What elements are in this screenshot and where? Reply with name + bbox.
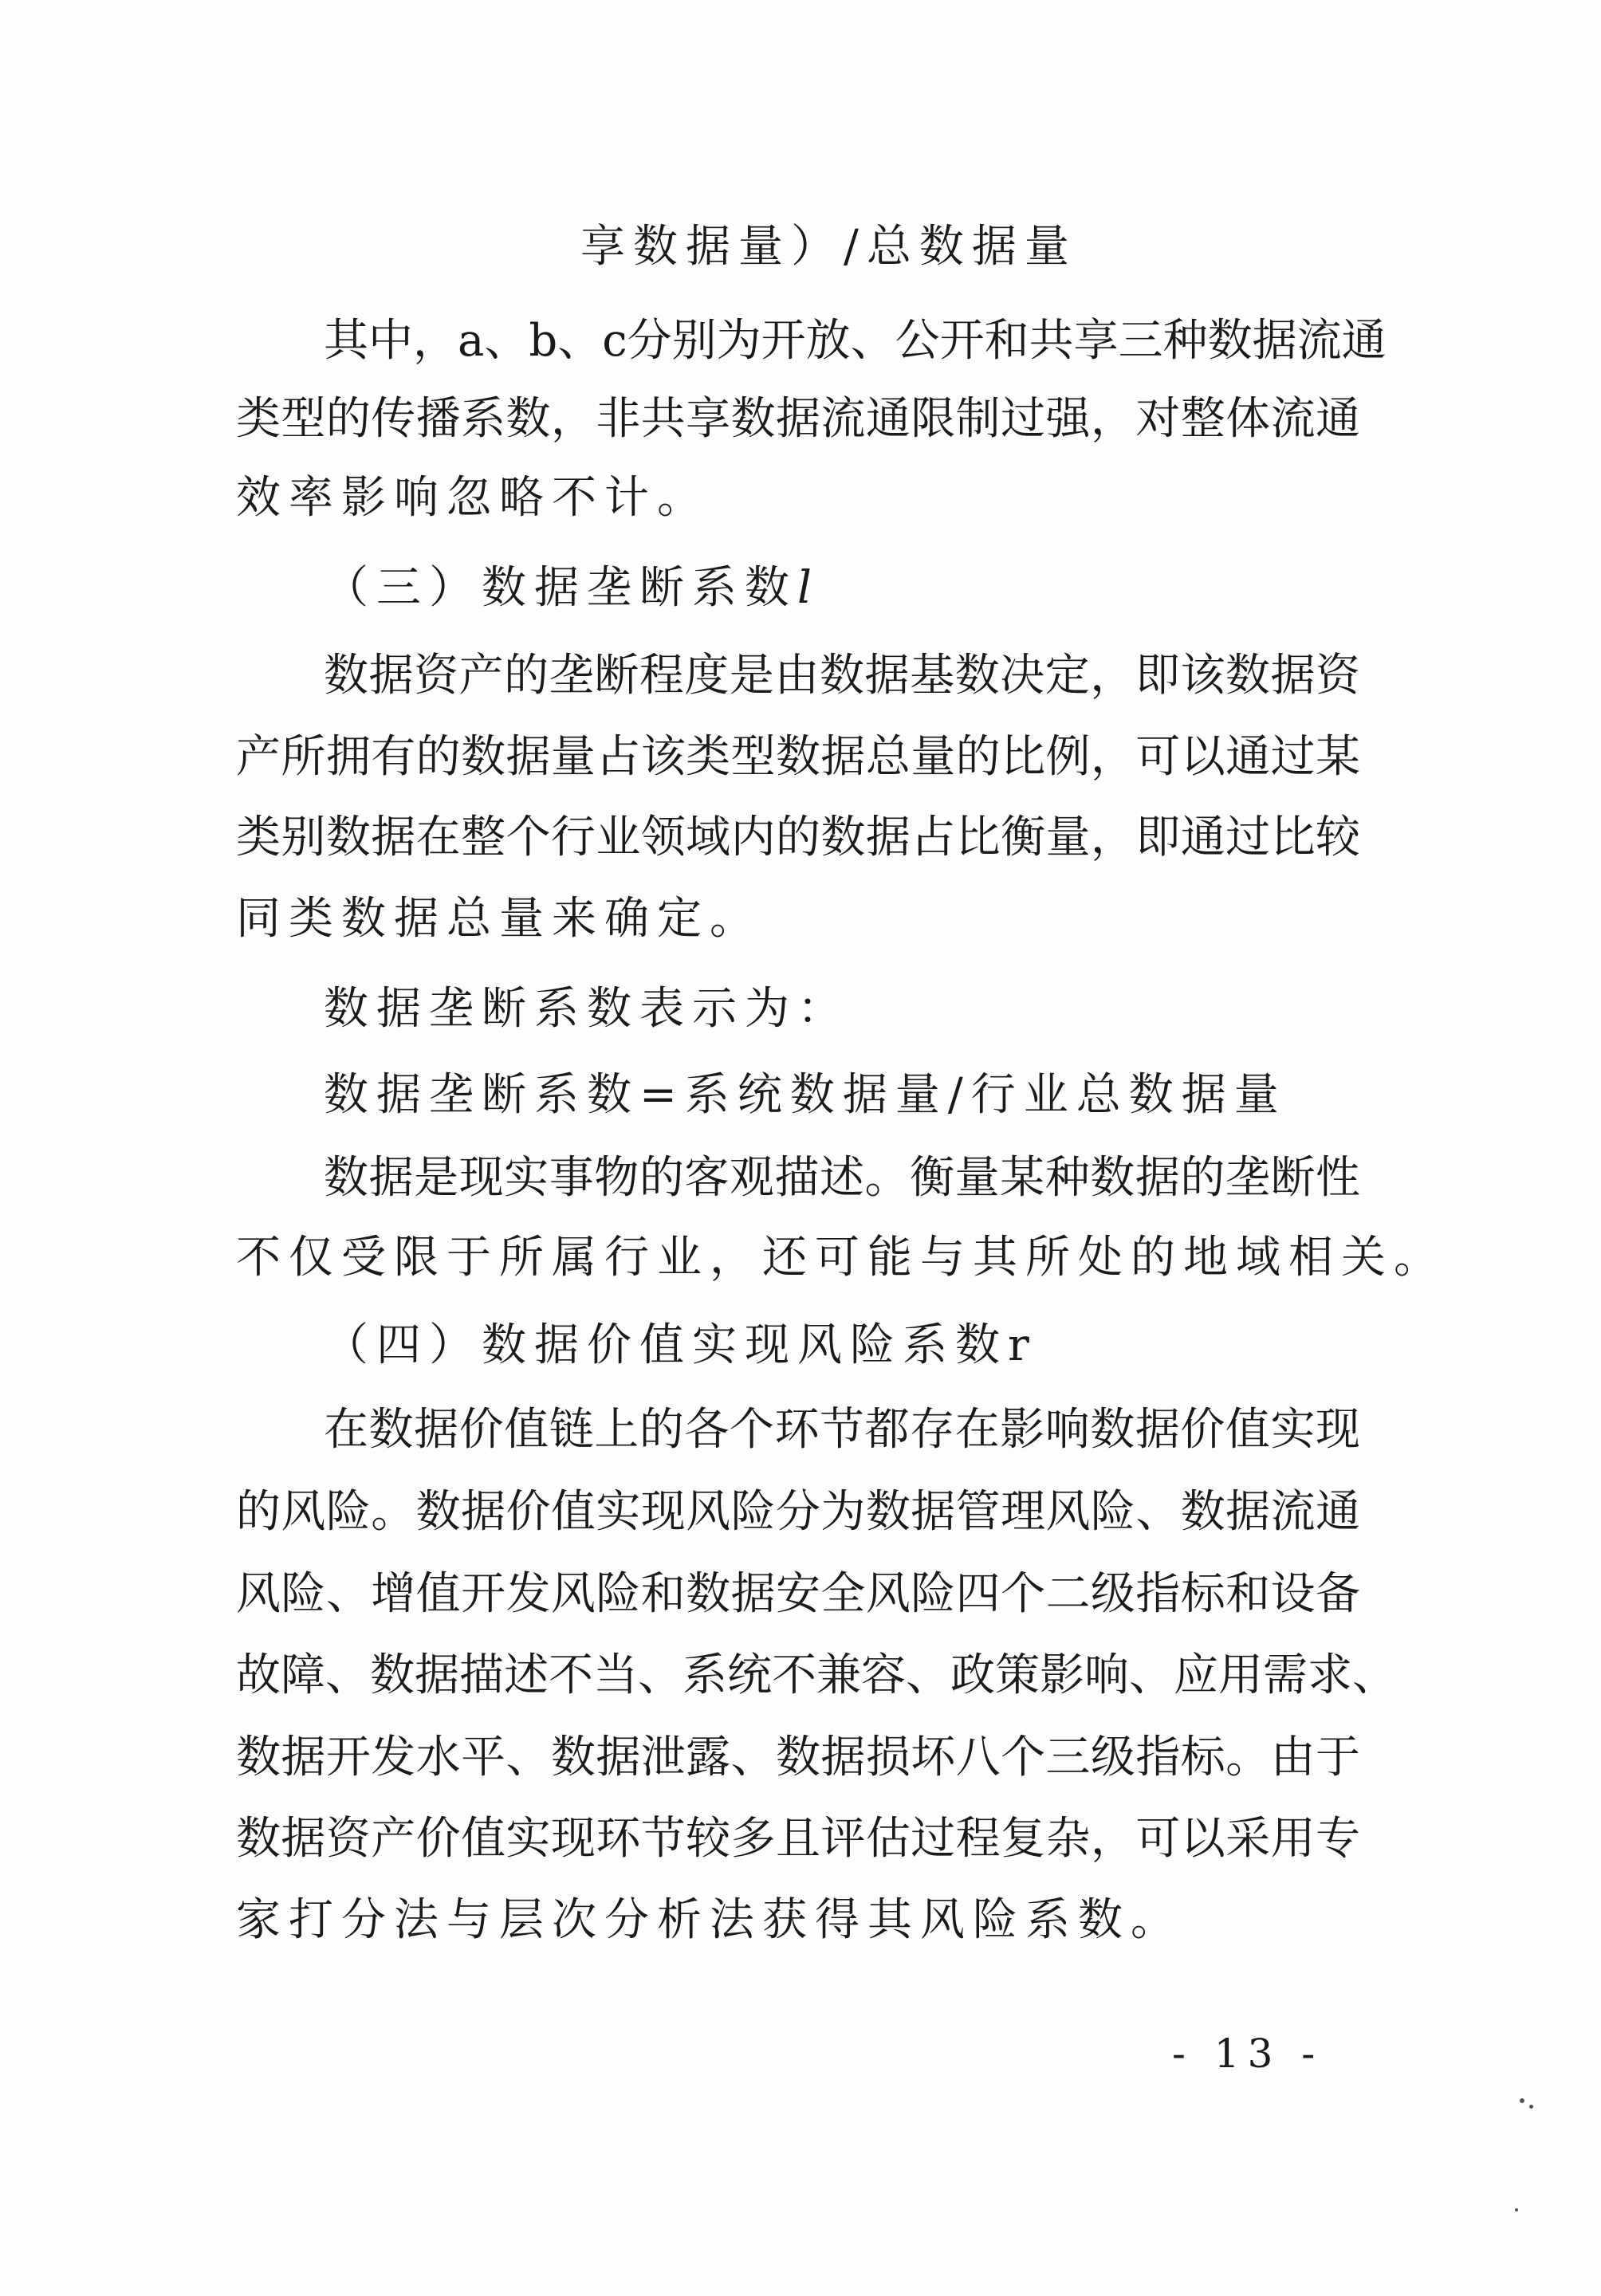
paragraph-line: 类别数据在整个行业领域内的数据占比衡量，即通过比较 bbox=[236, 812, 1360, 863]
paragraph-line: 类型的传播系数，非共享数据流通限制过强，对整体流通 bbox=[236, 393, 1360, 445]
paragraph-line: 其中，a、b、c分别为开放、公开和共享三种数据流通 bbox=[324, 315, 1387, 367]
section-heading-3 bbox=[324, 550, 1360, 627]
paragraph-line: 家打分法与层次分析法获得其风险系数。 bbox=[236, 1894, 1183, 1946]
section-heading-4: （四）数据价值实现风险系数r bbox=[324, 1319, 1037, 1371]
scan-speck-mark bbox=[1515, 2208, 1518, 2211]
paragraph-line: 数据开发水平、数据泄露、数据损坏八个三级指标。由于 bbox=[236, 1732, 1360, 1783]
section-heading-3-variable: l bbox=[797, 562, 820, 614]
page-number: - 13 - bbox=[1172, 2031, 1324, 2077]
paragraph-line: 数据垄断系数表示为： bbox=[324, 983, 850, 1035]
paragraph-line: 数据资产的垄断程度是由数据基数决定，即该数据资 bbox=[324, 650, 1360, 702]
paragraph-line: 风险、增值开发风险和数据安全风险四个二级指标和设备 bbox=[236, 1568, 1360, 1620]
paragraph-line: 同类数据总量来确定。 bbox=[236, 893, 762, 945]
paragraph-line: 的风险。数据价值实现风险分为数据管理风险、数据流通 bbox=[236, 1486, 1360, 1538]
paragraph-line: 不仅受限于所属行业，还可能与其所处的地域相关。 bbox=[236, 1232, 1446, 1284]
paragraph-line: 数据资产价值实现环节较多且评估过程复杂，可以采用专 bbox=[236, 1813, 1360, 1865]
paragraph-line: 产所拥有的数据量占该类型数据总量的比例，可以通过某 bbox=[236, 731, 1360, 783]
paragraph-line: 数据是现实事物的客观描述。衡量某种数据的垄断性 bbox=[324, 1152, 1360, 1204]
scan-speck-mark bbox=[1520, 2098, 1524, 2103]
scan-speck-mark bbox=[1529, 2105, 1533, 2109]
paragraph-line: 故障、数据描述不当、系统不兼容、政策影响、应用需求、 bbox=[236, 1649, 1397, 1701]
paragraph-line: 在数据价值链上的各个环节都存在影响数据价值实现 bbox=[324, 1404, 1360, 1456]
paragraph-line: 效率影响忽略不计。 bbox=[236, 472, 710, 524]
formula-continuation: 享数据量）/总数据量 bbox=[580, 221, 1077, 273]
formula-line: 数据垄断系数=系统数据量/行业总数据量 bbox=[324, 1069, 1287, 1121]
section-heading-3-text: （三）数据垄断系数 bbox=[324, 562, 797, 614]
